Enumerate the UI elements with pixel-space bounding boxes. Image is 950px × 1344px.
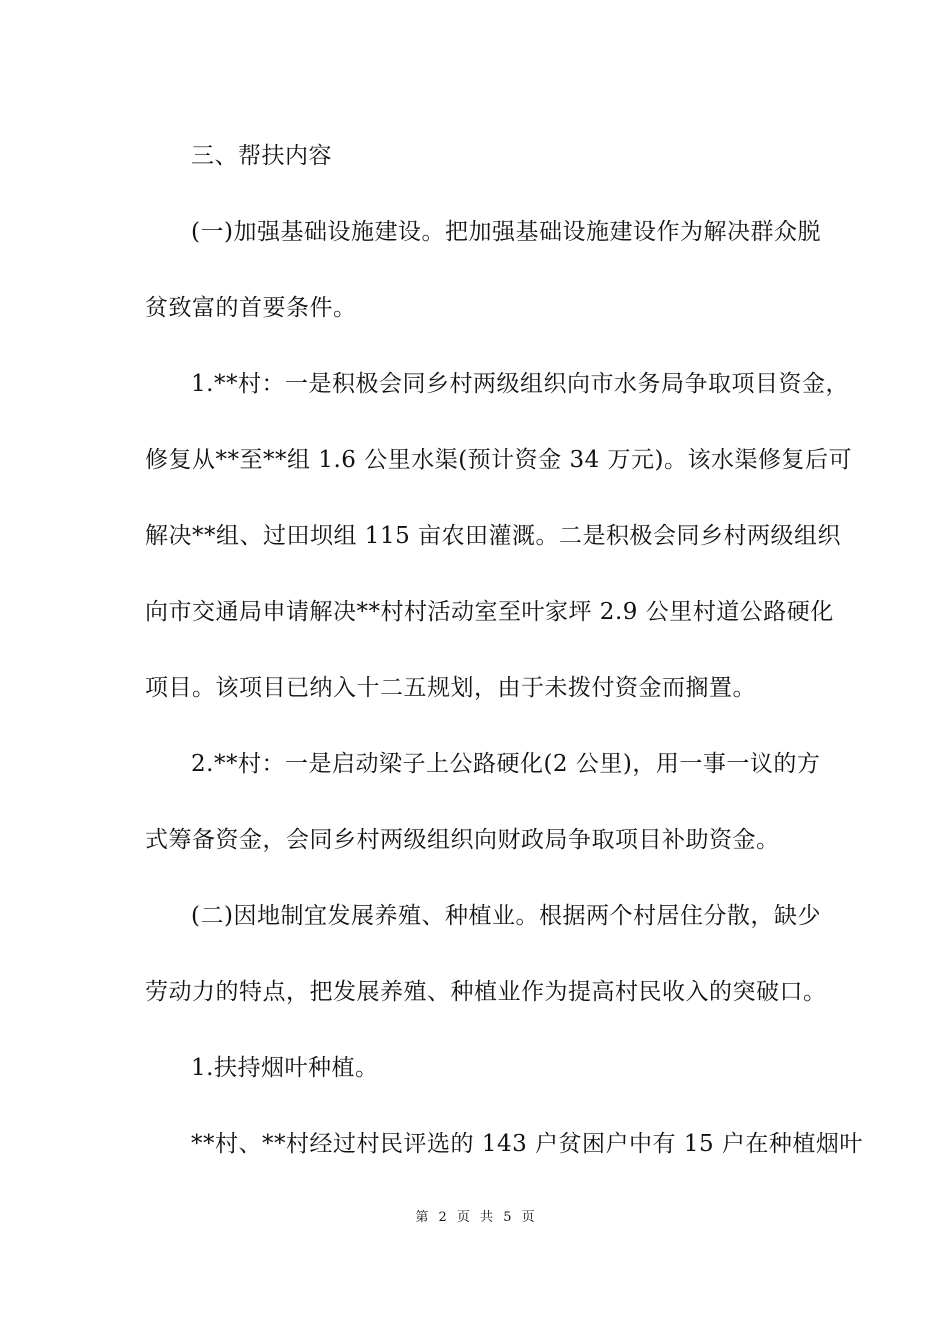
paragraph-line: 项目。该项目已纳入十二五规划，由于未拨付资金而搁置。 <box>145 675 756 701</box>
document-body <box>145 133 863 1197</box>
paragraph-line: 1.**村：一是积极会同乡村两级组织向市水务局争取项目资金， <box>191 371 849 397</box>
paragraph-line: 修复从**至**组 1.6 公里水渠(预计资金 34 万元)。该水渠修复后可 <box>145 447 853 473</box>
paragraph-line: 解决**组、过田坝组 115 亩农田灌溉。二是积极会同乡村两级组织 <box>145 523 842 549</box>
paragraph-line: **村、**村经过村民评选的 143 户贫困户中有 15 户在种植烟叶 <box>191 1131 863 1157</box>
paragraph-line: 劳动力的特点，把发展养殖、种植业作为提高村民收入的突破口。 <box>145 979 827 1005</box>
paragraph-line: 贫致富的首要条件。 <box>145 295 357 321</box>
paragraph-line: (二)因地制宜发展养殖、种植业。根据两个村居住分散，缺少 <box>191 903 821 929</box>
section-heading: 三、帮扶内容 <box>191 143 332 169</box>
paragraph-line: 式筹备资金，会同乡村两级组织向财政局争取项目补助资金。 <box>145 827 780 853</box>
page-number-footer: 第 2 页 共 5 页 <box>415 1210 535 1225</box>
paragraph-line: 2.**村：一是启动梁子上公路硬化(2 公里)，用一事一议的方 <box>191 751 821 777</box>
paragraph-line: (一)加强基础设施建设。把加强基础设施建设作为解决群众脱 <box>191 219 821 245</box>
paragraph-line: 向市交通局申请解决**村村活动室至叶家坪 2.9 公里村道公路硬化 <box>145 599 834 625</box>
subheading-line: 1.扶持烟叶种植。 <box>191 1055 379 1081</box>
